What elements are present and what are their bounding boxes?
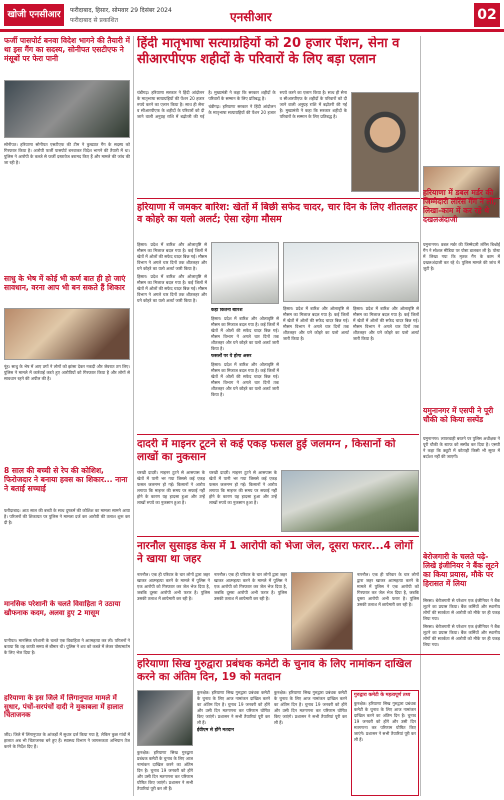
gurdwara-info-box <box>351 690 419 796</box>
lead-headline: हिंदी मातृभाषा सत्याग्रहियों को 20 हजार पेंशन, सेना व सीआरपीएफ शहीदों के परिवारों के लिए बड़ा एलान <box>137 36 400 67</box>
left-story2-headline: साधु के भेष में कोई भी कर्ण बात ही हो जाएं सावधान, वरना आप भी बन सकते हैं शिकार <box>4 274 126 292</box>
masthead <box>0 0 504 32</box>
weather-paragraph-1: हिसार। प्रदेश में बारिश और ओलावृष्टि से मौसम का मिजाज बदल गया है। कई जिलों में खेतों में ओलों की सफेद चादर बिछ गई। मौसम विभाग ने अगले चार दिनों तक शीतलहर और घने कोहरे का यलो अलर्ट जारी किया है। <box>137 242 207 271</box>
left-story5-paragraph: जींद। जिले में लिंगानुपात के आंकड़ों में सुधार दर्ज किया गया है, लेकिन कुछ गांवों में हालात अब भी चिंताजनक बने हुए हैं। स्वास्थ्य विभाग ने जागरूकता अभियान तेज करने के निर्देश दिए हैं। <box>4 732 130 749</box>
gurdwara-subhead-evm: ईवीएम से होंगे मतदान <box>197 728 234 733</box>
dadri-body <box>137 470 277 534</box>
left-story2-body <box>4 364 130 464</box>
masthead-subtitle: फरीदाबाद से प्रकाशित <box>70 17 119 24</box>
left-column <box>4 36 130 796</box>
gurdwara-paragraph-1: कुरुक्षेत्र। हरियाणा सिख गुरुद्वारा प्रबंधक कमेटी के चुनाव के लिए आज नामांकन दाखिल करने का अंतिम दिन है। चुनाव 19 जनवरी को होंगे और उसी दिन मतगणना कर परिणाम घोषित किए जाएंगे। प्रशासन ने सभी तैयारियां पूरी कर ली हैं। <box>137 750 193 791</box>
gurdwara-paragraph-3: कुरुक्षेत्र। हरियाणा सिख गुरुद्वारा प्रबंधक कमेटी के चुनाव के लिए आज नामांकन दाखिल करने का अंतिम दिन है। चुनाव 19 जनवरी को होंगे और उसी दिन मतगणना कर परिणाम घोषित किए जाएंगे। प्रशासन ने सभी तैयारियां पूरी कर ली हैं। <box>274 690 347 725</box>
weather-body-col2 <box>211 308 279 432</box>
newspaper-brand-logo: खोजी एनसीआर <box>4 4 64 26</box>
right-story1-body <box>423 242 500 392</box>
left-story4-body <box>4 638 130 692</box>
left-story4-headline: मानसिक परेशानी के चलते विवाहिता ने उठाया खौफनाक कदम, अलवा हुए 2 मासूम <box>4 600 121 617</box>
left-story5-headline: हरियाणा के इस जिले में लिंगानुपात मामले में सुधार, पंचों-सरपंचों दादी ने मुकाबला में हालात चिंताजनक <box>4 694 124 719</box>
lead-paragraph-2: चंडीगढ़। हरियाणा सरकार ने हिंदी आंदोलन के मातृभाषा सत्याग्रहियों की पेंशन 20 हजार रुपये करने का एलान किया है। साथ ही सेना व सीआरपीएफ के शहीदों के परिवारों को दी जाने वाली अनुग्रह राशि में बढ़ोतरी की गई है। मुख्यमंत्री ने कहा कि सरकार शहीदों के परिवारों के सम्मान के लिए प्रतिबद्ध है। <box>208 90 347 119</box>
narnaul-story <box>137 540 419 652</box>
narnaul-paragraph: नारनौल। एक ही परिवार के चार लोगों द्वारा जहर खाकर आत्महत्या करने के मामले में पुलिस ने एक आरोपी को गिरफ्तार कर जेल भेज दिया है, जबकि दूसरा आरोपी अभी फरार है। पुलिस उसकी तलाश में छापेमारी कर रही है। <box>137 572 210 601</box>
divider-narnaul <box>137 654 500 655</box>
left-story3-body <box>4 508 130 598</box>
right-story3-paragraph: सिरसा। बेरोजगारी से परेशान एक इंजीनियर ने बैंक लूटने का प्रयास किया। बैंक कर्मियों और स्थानीय लोगों की सतर्कता से आरोपी को मौके पर ही पकड़ लिया गया। <box>423 598 500 621</box>
dadri-paragraph: चरखी दादरी। माइनर टूटने से आसपास के खेतों में पानी भर गया जिससे कई एकड़ फसल जलमग्न हो गई। किसानों ने आरोप लगाया कि माइनर की समय पर सफाई नहीं होने के कारण यह हादसा हुआ और उन्हें लाखों रुपये का नुकसान हुआ है। <box>137 470 205 505</box>
dadri-paragraph-2: चरखी दादरी। माइनर टूटने से आसपास के खेतों में पानी भर गया जिससे कई एकड़ फसल जलमग्न हो गई। किसानों ने आरोप लगाया कि माइनर की समय पर सफाई नहीं होने के कारण यह हादसा हुआ और उन्हें लाखों रुपये का नुकसान हुआ है। <box>209 470 277 505</box>
gurdwara-body-col1 <box>137 750 193 796</box>
dadri-story <box>137 438 419 534</box>
page-number: 02 <box>474 3 500 27</box>
weather-body-col3 <box>283 306 419 432</box>
weather-paragraph-6: हिसार। प्रदेश में बारिश और ओलावृष्टि से मौसम का मिजाज बदल गया है। कई जिलों में खेतों में ओलों की सफेद चादर बिछ गई। मौसम विभाग ने अगले चार दिनों तक शीतलहर और घने कोहरे का यलो अलर्ट जारी किया है। <box>353 306 419 341</box>
weather-paragraph-2: हिसार। प्रदेश में बारिश और ओलावृष्टि से मौसम का मिजाज बदल गया है। कई जिलों में खेतों में ओलों की सफेद चादर बिछ गई। मौसम विभाग ने अगले चार दिनों तक शीतलहर और घने कोहरे का यलो अलर्ट जारी किया है। <box>137 274 207 303</box>
weather-paragraph-5: हिसार। प्रदेश में बारिश और ओलावृष्टि से मौसम का मिजाज बदल गया है। कई जिलों में खेतों में ओलों की सफेद चादर बिछ गई। मौसम विभाग ने अगले चार दिनों तक शीतलहर और घने कोहरे का यलो अलर्ट जारी किया है। <box>283 306 349 341</box>
weather-story <box>137 202 419 432</box>
masthead-date: फरीदाबाद, हिसार, सोमवार 29 दिसंबर 2024 <box>70 7 172 14</box>
narnaul-body-right <box>357 572 419 652</box>
weather-paragraph-3: हिसार। प्रदेश में बारिश और ओलावृष्टि से मौसम का मिजाज बदल गया है। कई जिलों में खेतों में ओलों की सफेद चादर बिछ गई। मौसम विभाग ने अगले चार दिनों तक शीतलहर और घने कोहरे का यलो अलर्ट जारी किया है। <box>211 316 279 351</box>
weather-photo-hail-field <box>211 242 279 304</box>
left-story1-body <box>4 142 130 272</box>
right-story2-headline: यमुनानगर में एसपी ने पूरी चौकी को किया सस्पेंड <box>423 406 494 424</box>
right-story3-body <box>423 598 500 798</box>
left-story1-headline: फर्जी पासपोर्ट बनवा विदेश भागने की तैयारी में था इस गैंग का सदस्य, सोनीपत एसटीएफ ने मंसूबों पर फेरा पानी <box>4 36 130 63</box>
narnaul-paragraph-3: नारनौल। एक ही परिवार के चार लोगों द्वारा जहर खाकर आत्महत्या करने के मामले में पुलिस ने एक आरोपी को गिरफ्तार कर जेल भेज दिया है, जबकि दूसरा आरोपी अभी फरार है। पुलिस उसकी तलाश में छापेमारी कर रही है। <box>357 572 419 607</box>
gurdwara-story <box>137 658 419 798</box>
narnaul-paragraph-2: नारनौल। एक ही परिवार के चार लोगों द्वारा जहर खाकर आत्महत्या करने के मामले में पुलिस ने एक आरोपी को गिरफ्तार कर जेल भेज दिया है, जबकि दूसरा आरोपी अभी फरार है। पुलिस उसकी तलाश में छापेमारी कर रही है। <box>214 572 287 601</box>
left-story2-photo <box>4 308 130 360</box>
narnaul-headline: नारनौल सुसाइड केस में 1 आरोपी को भेजा जेल, दूसरा फरार...4 लोगों ने खाया था जहर <box>137 540 413 565</box>
column-divider-right <box>420 36 421 796</box>
divider-weather <box>137 434 419 435</box>
weather-photo-hailstones <box>283 242 419 302</box>
lead-photo-chief-minister <box>351 92 419 192</box>
weather-headline <box>137 202 419 238</box>
right-story2-paragraph: यमुनानगर। लापरवाही बरतने पर पुलिस अधीक्षक ने पूरी चौकी के स्टाफ को सस्पेंड कर दिया है। एसपी ने कहा कि ड्यूटी में कोताही किसी भी सूरत में बर्दाश्त नहीं की जाएगी। <box>423 436 500 459</box>
left-story2-paragraph: नूंह। साधु के भेष में आए ठगों ने लोगों को झांसा देकर नकदी और जेवरात ठग लिए। पुलिस ने मामले में कार्रवाई करते हुए आरोपियों को गिरफ्तार किया है और लोगों से सावधान रहने की अपील की है। <box>4 364 130 381</box>
dadri-headline: दादरी में माइनर टूटने से कई एकड़ फसल हुई जलमग्न , किसानों को लाखों का नुकसान <box>137 438 396 463</box>
gurdwara-paragraph-2: कुरुक्षेत्र। हरियाणा सिख गुरुद्वारा प्रबंधक कमेटी के चुनाव के लिए आज नामांकन दाखिल करने का अंतिम दिन है। चुनाव 19 जनवरी को होंगे और उसी दिन मतगणना कर परिणाम घोषित किए जाएंगे। प्रशासन ने सभी तैयारियां पूरी कर ली हैं। <box>197 690 270 725</box>
left-story4-paragraph: पानीपत। मानसिक परेशानी के चलते एक विवाहिता ने आत्महत्या कर ली। परिजनों ने बताया कि वह काफी समय से बीमार थी। पुलिस ने शव को कब्जे में लेकर पोस्टमार्टम के लिए भेज दिया है। <box>4 638 130 655</box>
right-column-stories <box>423 188 500 798</box>
right-story2-body <box>423 436 500 550</box>
weather-headline-text: हरियाणा में जमकर बारिश: खेतों में बिछी सफेद चादर, चार दिन के लिए शीतलहर व कोहरे का यलो अलर्ट; ऐसा रहेगा मौसम <box>137 202 418 225</box>
right-story1-paragraph: यमुनानगर। डबल मर्डर की जिम्मेदारी लॉरेंस बिश्नोई गैंग ने सोशल मीडिया पर पोस्ट डालकर ली है। पोस्ट में लिखा गया कि मृतक गैंग के काम में दखलअंदाजी कर रहे थे। पुलिस मामले की जांच में जुटी है। <box>423 242 500 271</box>
lead-paragraph: चंडीगढ़। हरियाणा सरकार ने हिंदी आंदोलन के मातृभाषा सत्याग्रहियों की पेंशन 20 हजार रुपये करने का एलान किया है। साथ ही सेना व सीआरपीएफ के शहीदों के परिवारों को दी जाने वाली अनुग्रह राशि में बढ़ोतरी की गई है। मुख्यमंत्री ने कहा कि सरकार शहीदों के परिवारों के सम्मान के लिए प्रतिबद्ध है। <box>137 90 276 119</box>
divider-dadri <box>137 536 419 537</box>
left-story1-paragraph: सोनीपत। हरियाणा सोनीपत एसटीएफ की टीम ने कुख्यात गैंग के सदस्य को गिरफ्तार किया है। आरोपी फर्जी पासपोर्ट बनवाकर विदेश भागने की तैयारी में था। पुलिस ने आरोपी के कब्जे से फर्जी दस्तावेज बरामद किए हैं और मामले की जांच की जा रही है। <box>4 142 130 165</box>
weather-subhead-crops: फसलों पर ये होगा असर <box>211 354 252 359</box>
gurdwara-info-box-body <box>354 701 416 743</box>
weather-body-col1 <box>137 242 207 432</box>
column-divider-left <box>133 36 134 796</box>
gurdwara-info-paragraph: कुरुक्षेत्र। हरियाणा सिख गुरुद्वारा प्रबंधक कमेटी के चुनाव के लिए आज नामांकन दाखिल करने का अंतिम दिन है। चुनाव 19 जनवरी को होंगे और उसी दिन मतगणना कर परिणाम घोषित किए जाएंगे। प्रशासन ने सभी तैयारियां पूरी कर ली हैं। <box>354 701 416 742</box>
left-story1-photo <box>4 80 130 138</box>
section-title: एनसीआर <box>230 10 272 24</box>
right-story1-headline: हरियाणा में डबल मर्डर की जिम्मेदारी लॉरेंस गैंग ने ली, लिखा-काम में कर रहे थे दखलअंदाजी <box>423 188 497 224</box>
right-story3-paragraph-2: सिरसा। बेरोजगारी से परेशान एक इंजीनियर ने बैंक लूटने का प्रयास किया। बैंक कर्मियों और स्थानीय लोगों की सतर्कता से आरोपी को मौके पर ही पकड़ लिया गया। <box>423 624 500 647</box>
left-story5-body <box>4 732 130 796</box>
lead-story <box>137 36 419 196</box>
gurdwara-photo <box>137 690 193 746</box>
right-story3-headline: बेरोजगारी के चलते पढ़े-लिखे इंजीनियर ने बैंक लूटने का किया प्रयास, मौके पर हिरासत में लिया <box>423 552 499 588</box>
lead-body <box>137 90 347 194</box>
left-story3-paragraph: फरीदाबाद। आठ साल की बच्ची के साथ दुष्कर्म की कोशिश का मामला सामने आया है। परिजनों की शिकायत पर पुलिस ने मामला दर्ज कर आरोपी की तलाश शुरू कर दी है। <box>4 508 130 525</box>
narnaul-body <box>137 572 287 652</box>
weather-subhead-rainfall: कहां कितनी बारिश <box>211 308 243 313</box>
weather-paragraph-4: हिसार। प्रदेश में बारिश और ओलावृष्टि से मौसम का मिजाज बदल गया है। कई जिलों में खेतों में ओलों की सफेद चादर बिछ गई। मौसम विभाग ने अगले चार दिनों तक शीतलहर और घने कोहरे का यलो अलर्ट जारी किया है। <box>211 362 279 397</box>
dadri-photo-flooded-field <box>281 470 419 532</box>
narnaul-photo-family <box>291 572 353 650</box>
gurdwara-info-box-title: गुरुद्वारा कमेटी के महत्वपूर्ण तथ्य <box>354 693 411 698</box>
left-story3-headline: 8 साल की बच्ची से रेप की कोशिश, फिरोजदार ने बनाया हवस का शिकार... नाना ने बताई सच्चाई <box>4 466 128 493</box>
gurdwara-headline: हरियाणा सिख गुरुद्वारा प्रबंधक कमेटी के चुनाव के लिए नामांकन दाखिल करने का अंतिम दिन, 19 को मतदान <box>137 658 412 683</box>
gurdwara-body-col2 <box>197 690 347 796</box>
